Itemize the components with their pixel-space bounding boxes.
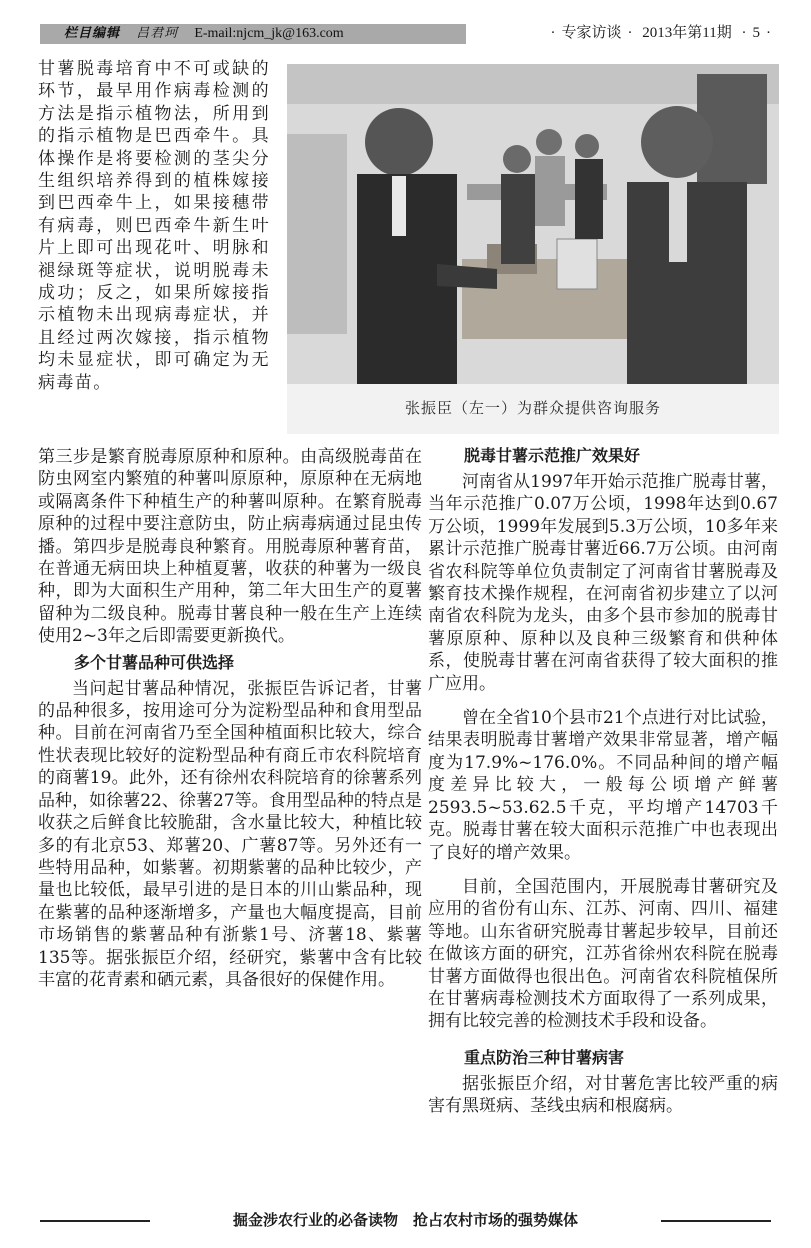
paragraph: 曾在全省10个县市21个点进行对比试验，结果表明脱毒甘薯增产效果非常显著，增产幅度为17.9%~176.0%。不同品种间的增产幅度差异比较大，一般每公顷增产鲜薯2593.5~53.62.5千克，平均增产14703千克。脱毒甘薯在较大面积示范推广中也表现出了良好的增产效果。 — [428, 708, 778, 863]
paragraph: 第三步是繁育脱毒原原种和原种。由高级脱毒苗在防虫网室内繁殖的种薯叫原原种，原原种在无病地或隔离条件下种植生产的种薯叫原种。在繁育脱毒原种的过程中要注意防虫，防止病毒病通过昆虫传播。第四步是脱毒良种繁育。用脱毒原种薯育苗，在普通无病田块上种植夏薯，收获的种薯为一级良种，即为大面积生产用种，第二年大田生产的夏薯留种为二级良种。脱毒甘薯良种一般在生产上连续使用2~3年之后即需要更新换代。 — [38, 447, 422, 647]
issue-label: 2013年第11期 — [642, 25, 732, 41]
left-column-lower — [38, 446, 422, 991]
running-header — [545, 22, 777, 44]
paragraph: 据张振臣介绍，对甘薯危害比较严重的病害有黑斑病、茎线虫病和根腐病。 — [428, 1073, 778, 1117]
paragraph: 甘薯脱毒培育中不可或缺的环节，最早用作病毒检测的方法是指示植物法，所用到的指示植物是巴西牵牛。具体操作是将要检测的茎尖分生组织培养得到的植株嫁接到巴西牵牛上，如果接穗带有病毒，则巴西牵牛新生叶片上即可出现花叶、明脉和褪绿斑等症状，说明脱毒未成功；反之，如果所嫁接指示植物未出现病毒症状，并且经过两次嫁接，指示植物均未显症状，即可确定为无病毒苗。 — [38, 59, 270, 393]
paragraph: 当问起甘薯品种情况，张振臣告诉记者，甘薯的品种很多，按用途可分为淀粉型品种和食用型品种。目前在河南省乃至全国种植面积比较大，综合性状表现比较好的淀粉型品种有商丘市农科院培育的商薯19。此外，还有徐州农科院培育的徐薯系列品种，如徐薯22、徐薯27等。食用型品种的特点是收获之后鲜食比较脆甜，含水量比较大，种植比较多的有北京53、郑薯20、广薯87等。另外还有一些特用品种，如紫薯。初期紫薯的品种比较少，产量也比较低，最早引进的是日本的川山紫品种，现在紫薯的品种逐渐增多，产量也大幅度提高，目前市场销售的紫薯品种有浙紫1号、济薯18、紫薯135等。据张振臣介绍，经研究，紫薯中含有比较丰富的花青素和硒元素，具备很好的保健作用。 — [38, 678, 422, 990]
section-heading: 脱毒甘薯示范推广效果好 — [464, 446, 641, 465]
paragraph: 河南省从1997年开始示范推广脱毒甘薯，当年示范推广0.07万公顷，1998年达到0.67万公顷，1999年发展到5.3万公顷，10多年来累计示范推广脱毒甘薯近66.7万公顷。由河南省农科院等单位负责制定了河南省甘薯脱毒及繁育技术操作规程，在河南省初步建立了以河南省农科院为龙头，由多个县市参加的脱毒甘薯原原种、原种以及良种三级繁育和供种体系，使脱毒甘薯在河南省获得了较大面积的推广应用。 — [428, 472, 778, 694]
section-name: 专家访谈 — [561, 25, 622, 41]
consultation-scene-illustration — [287, 64, 779, 434]
editor-email: E-mail:njcm_jk@163.com — [194, 26, 344, 41]
editor-label: 栏目编辑 — [64, 26, 121, 41]
right-column — [428, 441, 778, 1130]
footer-rule — [661, 1220, 771, 1222]
header-dot: · — [766, 25, 771, 41]
page-number: 5 — [752, 25, 760, 41]
column-editor-bar — [40, 24, 466, 44]
left-column-upper — [38, 58, 270, 394]
photo-caption: 张振臣（左一）为群众提供咨询服务 — [404, 399, 661, 417]
header-dot: · — [627, 25, 633, 41]
section-heading: 多个甘薯品种可供选择 — [74, 652, 235, 672]
section-heading: 重点防治三种甘薯病害 — [464, 1047, 625, 1067]
header-dot: · — [550, 25, 556, 41]
page-footer — [0, 1208, 811, 1232]
paragraph: 目前，全国范围内，开展脱毒甘薯研究及应用的省份有山东、江苏、河南、四川、福建等地。山东省研究脱毒甘薯起步较早，目前还在做该方面的研究，江苏省徐州农科院在脱毒甘薯方面做得也很出色。河南省农科院植保所在甘薯病毒检测技术方面取得了一系列成果，拥有比较完善的检测技术手段和设备。 — [428, 876, 778, 1032]
article-photo — [287, 64, 779, 434]
header-dot: · — [741, 25, 747, 41]
footer-rule — [40, 1220, 150, 1222]
editor-name: 吕君珂 — [136, 26, 179, 41]
footer-slogan: 掘金涉农行业的必备读物 抢占农村市场的强势媒体 — [232, 1211, 578, 1229]
